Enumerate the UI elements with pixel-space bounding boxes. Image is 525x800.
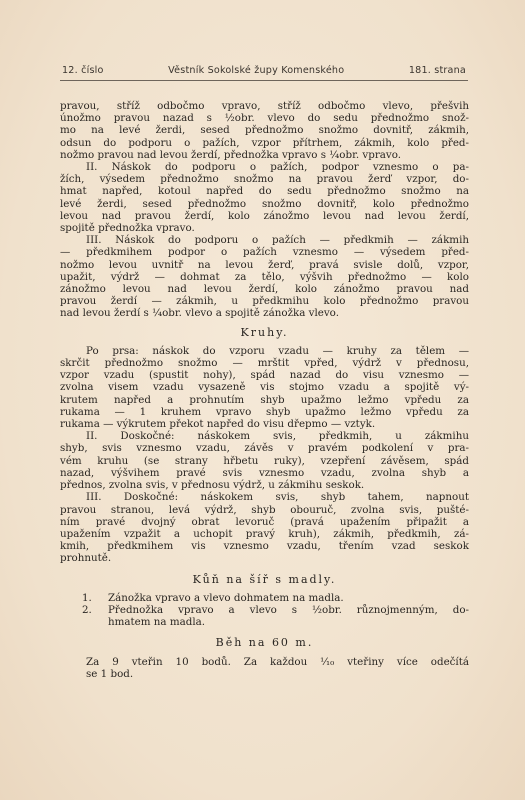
- beh-paragraph: [60, 656, 469, 680]
- text-line: zvolna visem vzadu vysazeně vis stojmo vzadu a spojitě vý-: [60, 381, 469, 394]
- beh-heading: Běh na 60 m.: [215, 636, 314, 650]
- text-line: vzpor vzadu (spustit nohy), spád nazad do visu vznesmo —: [60, 369, 469, 382]
- intro-paragraph: [60, 100, 469, 161]
- text-line: Po prsa: náskok do vzporu vzadu — kruhy za tělem —: [86, 344, 469, 357]
- page-number: 181. strana: [408, 65, 466, 76]
- list-item-number: 2.: [82, 603, 92, 616]
- text-line: přednos, zvolna svis, v přednosu výdrž, u zákmihu seskok.: [60, 479, 365, 492]
- doskocne-iii-paragraph: [60, 491, 469, 564]
- kun-heading: Kůň na šíř s madly.: [192, 572, 337, 586]
- text-line: vém kruhu (se strany hřbetu ruky), vzepření závěsem, spád: [60, 454, 469, 467]
- text-line: rukama — výkrutem překot napřed do visu dřepmo — vztyk.: [60, 418, 376, 431]
- list-item: [60, 604, 469, 628]
- text-line: Za 9 vteřin 10 bodů. Za každou ¹⁄₁₀ vteřiny více odečítá: [86, 655, 469, 668]
- text-line: odsun do podporu o pažích, vzpor přítrhem, zákmih, kolo před-: [60, 136, 469, 149]
- text-line: únožmo pravou nazad s ½obr. vlevo do sedu přednožmo snož-: [60, 112, 469, 125]
- text-line: pravou, stříž odbočmo vpravo, stříž odbočmo vlevo, přešvih: [60, 100, 469, 112]
- text-line: nad levou žerdí s ¼obr. vlevo a spojitě zánožka vlevo.: [60, 307, 339, 320]
- text-line: II. Náskok do podporu o pažích, podpor vznesmo o pa-: [86, 161, 469, 174]
- doskocne-ii-paragraph: [60, 430, 469, 491]
- prsa-paragraph: [60, 345, 469, 430]
- kruhy-block: [60, 345, 469, 565]
- text-line: se 1 bod.: [86, 667, 134, 680]
- text-line: levé žerdi, sesed přednožmo snožmo dovnitř, kolo přednožmo: [60, 197, 469, 210]
- text-line: spojitě přednožka vpravo.: [60, 222, 195, 235]
- section-iii-paragraph: [60, 234, 469, 319]
- text-line: skrčit přednožmo snožmo — mrštit vpřed, výdrž v přednosu,: [60, 357, 469, 370]
- running-header: [62, 65, 466, 76]
- kruhy-heading: Kruhy.: [240, 325, 289, 339]
- text-line: shyb, svis vznesmo vzadu, závěs v pravém podkolení v pra-: [60, 442, 469, 455]
- header-rule: [60, 80, 468, 81]
- text-line: prohnutě.: [60, 552, 112, 565]
- section-ii-paragraph: [60, 161, 469, 234]
- text-line: levou nad pravou žerdí, kolo zánožmo levou nad levou žerdí,: [60, 209, 469, 222]
- text-line: kmih, předkmihem vis vznesmo vzadu, třením vzad seskok: [60, 540, 469, 553]
- text-line: III. Doskočné: náskokem svis, shyb tahem, napnout: [86, 491, 469, 504]
- kun-list: [60, 592, 469, 629]
- text-line: nazad, výšvihem pravé svis vznesmo vzadu, zvolna shyb a: [60, 466, 469, 479]
- text-line: upažit, výdrž — dohmat za tělo, výšvih přednožmo — kolo: [60, 270, 469, 283]
- text-line: — předkmihem podpor o pažích vznesmo — výsedem před-: [60, 246, 469, 259]
- text-line: nožmo levou uvnitř na levou žerď, pravá svisle dolů, vzpor,: [60, 258, 469, 271]
- text-line: žích, výsedem přednožmo snožmo na pravou žerď vzpor, do-: [60, 173, 469, 186]
- publication-title: Věstník Sokolské župy Komenského: [168, 65, 345, 76]
- text-line: hmat napřed, kotoul napřed do sedu přednožmo snožmo na: [60, 185, 469, 198]
- text-line: rukama — 1 kruhem vpravo shyb upažmo ležmo vpředu za: [60, 405, 469, 418]
- list-item-number: 1.: [82, 591, 92, 604]
- text-line: hmatem na madla.: [108, 616, 206, 629]
- text-line: zánožmo levou nad levou žerdí, kolo zánožmo pravou nad: [60, 283, 469, 296]
- text-line: nožmo pravou nad levou žerdí, přednožka vpravo s ¼obr. vpravo.: [60, 148, 401, 161]
- list-item-text: [108, 604, 469, 628]
- paragraphs-block: [60, 100, 469, 320]
- list-item: [60, 592, 469, 604]
- text-line: Zánožka vpravo a vlevo dohmatem na madla.: [108, 591, 344, 604]
- text-line: krutem napřed a prohnutím shyb upažmo ležmo vpředu za: [60, 393, 469, 406]
- text-line: pravou žerdí — zákmih, u předkmihu kolo přednožmo pravou: [60, 295, 469, 308]
- text-line: mo na levé žerdi, sesed přednožmo snožmo dovnitř, zákmih,: [60, 124, 469, 137]
- text-line: upažením vzpažit a uchopit pravý kruh), zákmih, předkmih, zá-: [60, 527, 469, 540]
- text-line: II. Doskočné: náskokem svis, předkmih, u zákmihu: [86, 430, 469, 443]
- issue-number: 12. číslo: [62, 65, 104, 76]
- text-line: Přednožka vpravo a vlevo s ½obr. různojmenným, do-: [108, 603, 469, 616]
- text-line: pravou stranou, levá výdrž, shyb obouruč, zvolna svis, pušté-: [60, 503, 469, 516]
- text-line: III. Náskok do podporu o pažích — předkmih — zákmih: [86, 234, 469, 247]
- page-body: [60, 100, 469, 680]
- list-item-text: [108, 592, 469, 604]
- text-line: ním pravé dvojný obrat levoruč (pravá upažením připažit a: [60, 515, 469, 528]
